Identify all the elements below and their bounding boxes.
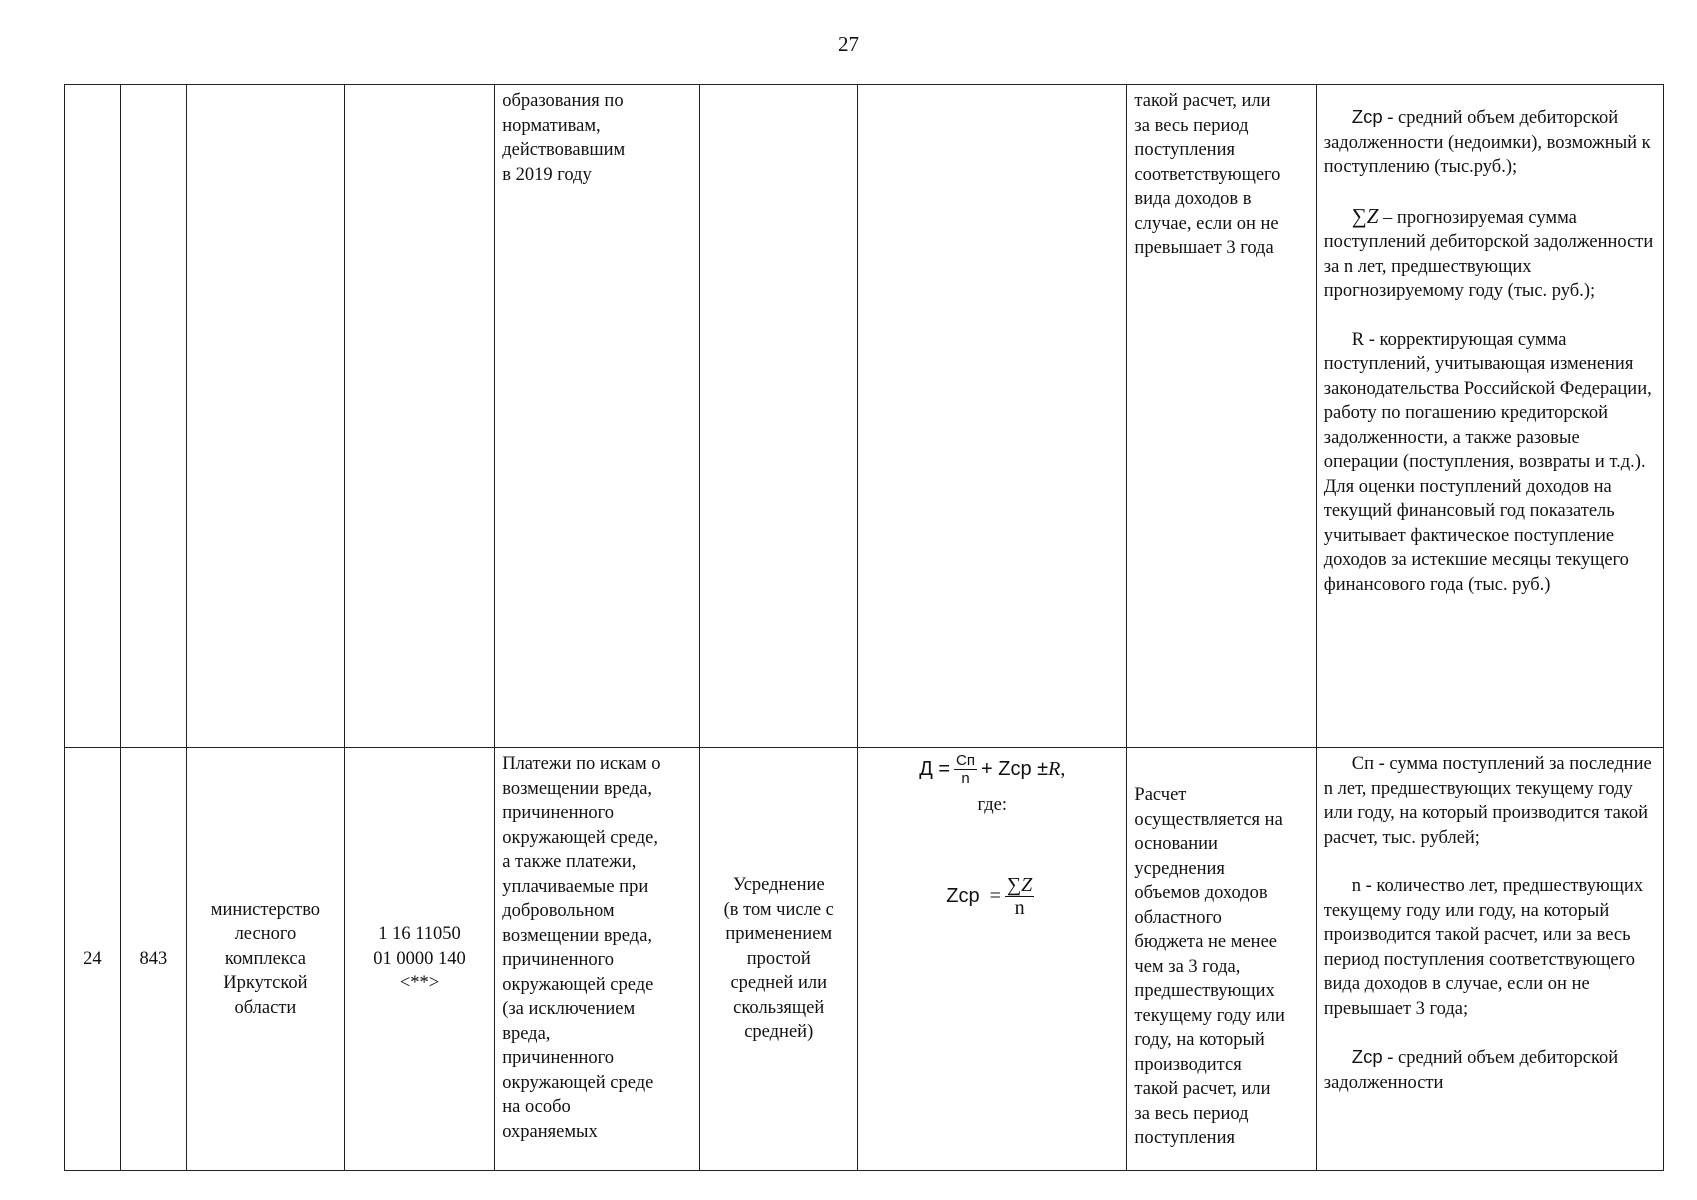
revenue-name-cell xyxy=(495,85,700,748)
method-cell: Усреднение (в том числе с применением простой средней или скользящей средней) xyxy=(700,748,858,1171)
legend-n: n - количество лет, предшествующих текущему году или году, на который производится такой расчет, или за весь период поступления соответствующего вида доходов в случае, если он не превышает 3 года; xyxy=(1323,876,1644,1019)
admin-name-cell: министерство лесного комплекса Иркутской области xyxy=(187,748,345,1171)
where-label: где: xyxy=(977,795,1007,815)
revenue-name-cell xyxy=(495,748,700,1171)
formula-cell xyxy=(858,748,1127,1171)
zcp-formula: Zср = $\frac{\sum Z}{n}$ xyxy=(946,873,1033,919)
indicator-legend-cell xyxy=(1316,748,1663,1171)
forecast-formula: Д = $\frac{Cп}{n}$ + Zср ± R , где: xyxy=(865,752,1119,818)
revenue-name-text: Платежи по искам о возмещении вреда, причиненного окружающей среде, а также платежи, уплачиваемые при добровольном возмещении вреда, причиненного окружающей среде (за исключением вреда, причиненного окружающей среде на особо охраняемых xyxy=(502,754,661,1142)
admin-code-cell: 843 xyxy=(120,748,186,1171)
legend-zcp: Zср - средний объем дебиторской задолженности (недоимки), возможный к поступлению (тыс.руб.); xyxy=(1323,106,1651,177)
legend-r: R - корректирующая сумма поступлений, учитывающая изменения законодательства Российской Федерации, работу по погашению кредиторской задолженности, а также разовые операции (поступления, возвраты и т.д.). Для оценки поступлений доходов на текущий финансовый год показатель учитывает фактическое поступление доходов за истекшие месяцы текущего финансового года (тыс. руб.) xyxy=(1323,329,1652,595)
page-number: 27 xyxy=(838,32,859,56)
row-number-cell xyxy=(65,85,121,748)
calculation-description-text: Расчет осуществляется на основании усреднения объемов доходов областного бюджета не менее чем за 3 года, предшествующих текущему году или году, на который производится такой расчет, или за весь период поступления xyxy=(1134,785,1285,1149)
table-row xyxy=(65,85,1664,748)
admin-code-cell xyxy=(120,85,186,748)
method-cell xyxy=(700,85,858,748)
formula-cell xyxy=(858,85,1127,748)
table-row xyxy=(65,748,1664,1171)
kbk-cell xyxy=(344,85,494,748)
calculation-description-text: такой расчет, или за весь период поступления соответствующего вида доходов в случае, если он не превышает 3 года xyxy=(1134,91,1281,258)
admin-name-cell xyxy=(187,85,345,748)
methodology-table xyxy=(64,84,1664,1171)
revenue-name-text: образования по нормативам, действовавшим в 2019 году xyxy=(502,91,626,185)
legend-cn: Cп - сумма поступлений за последние n лет, предшествующих текущему году или году, на который производится такой расчет, тыс. рублей; xyxy=(1323,754,1652,848)
legend-zcp: Zср - средний объем дебиторской задолженности xyxy=(1323,1046,1619,1093)
kbk-cell: 1 16 11050 01 0000 140 <**> xyxy=(344,748,494,1171)
calculation-description-cell xyxy=(1127,85,1316,748)
indicator-legend-cell xyxy=(1316,85,1663,748)
calculation-description-cell xyxy=(1127,748,1316,1171)
row-number-cell: 24 xyxy=(65,748,121,1171)
legend-sumz: ∑Z – прогнозируемая сумма поступлений дебиторской задолженности за n лет, предшествующих прогнозируемому году (тыс. руб.); xyxy=(1323,203,1654,301)
